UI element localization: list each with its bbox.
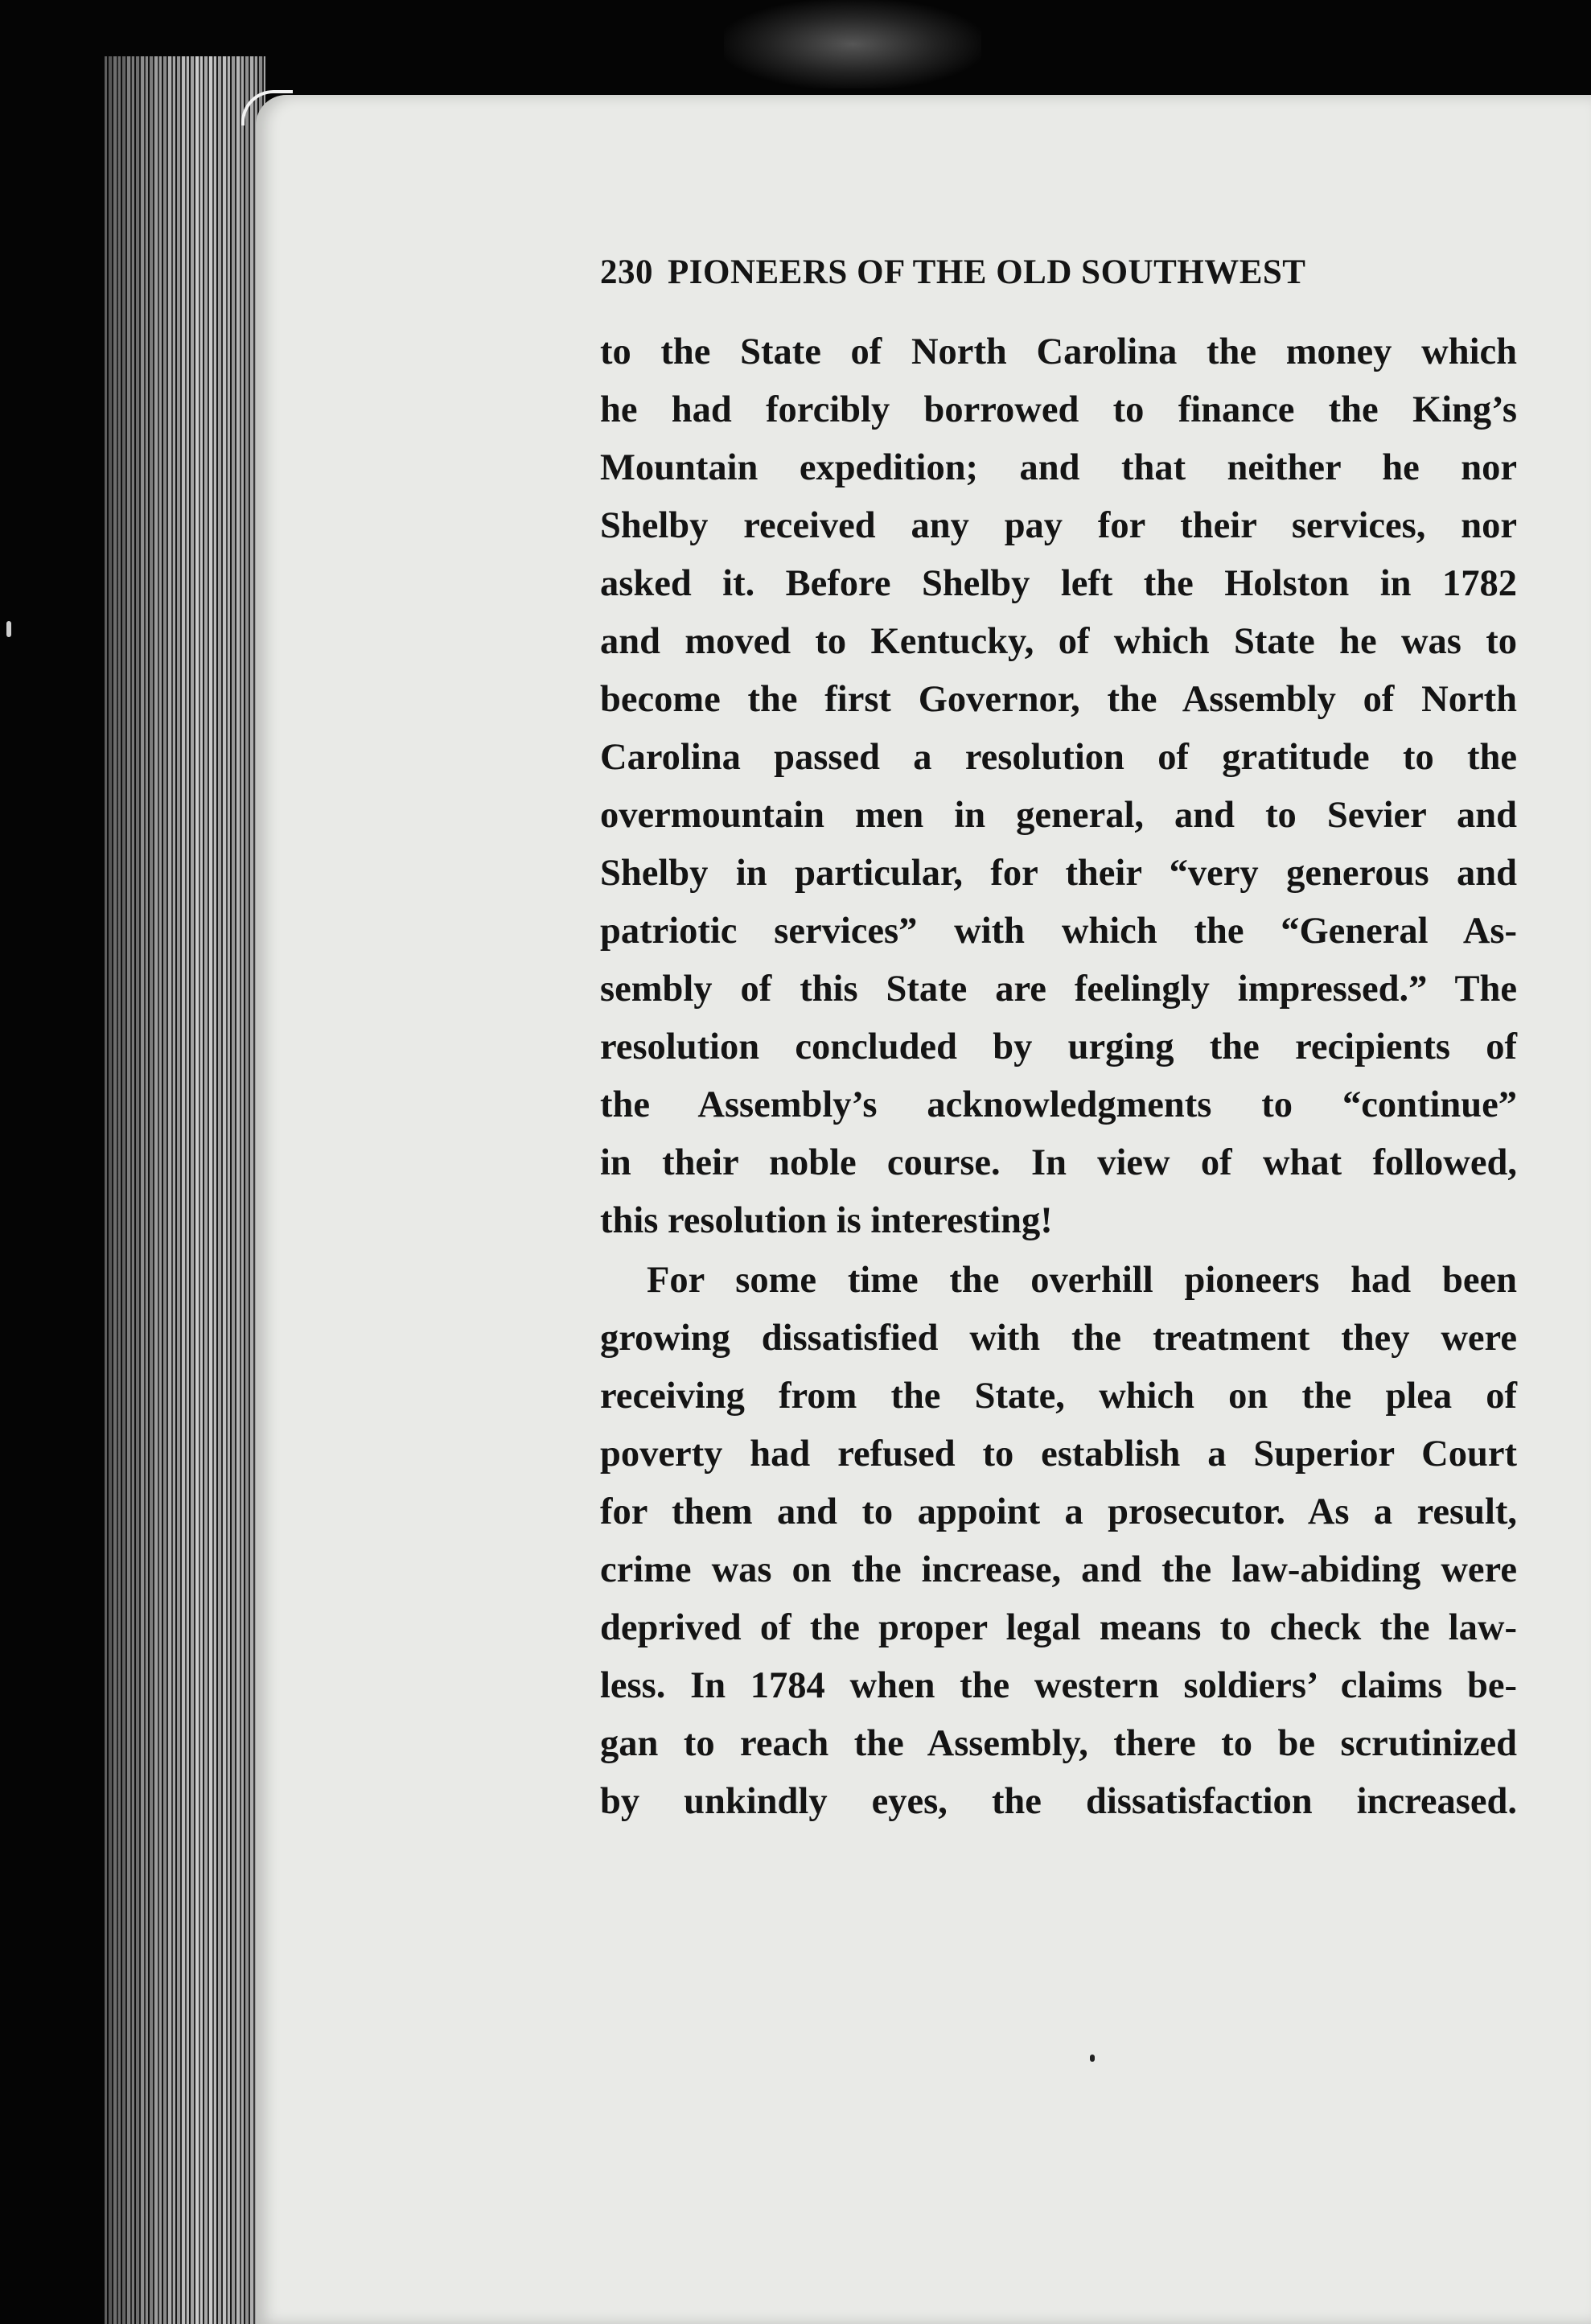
text-line: gan to reach the Assembly, there to be scrutinized (600, 1723, 1517, 1764)
text-line: and moved to Kentucky, of which State he was to (600, 621, 1517, 662)
text-line: resolution concluded by urging the recipients of (600, 1026, 1517, 1067)
ink-speck (1090, 2055, 1095, 2062)
text-line: Mountain expedition; and that neither he nor (600, 447, 1517, 488)
text-line: crime was on the increase, and the law-abiding were (600, 1549, 1517, 1590)
text-line: receiving from the State, which on the plea of (600, 1376, 1517, 1417)
text-line: growing dissatisfied with the treatment they were (600, 1318, 1517, 1359)
scan-smudge (724, 0, 981, 88)
text-line: deprived of the proper legal means to check the law- (600, 1607, 1517, 1648)
text-line: For some time the overhill pioneers had been (647, 1260, 1517, 1301)
text-line: Shelby received any pay for their services, nor (600, 505, 1517, 546)
text-line: for them and to appoint a prosecutor. As a result, (600, 1491, 1517, 1532)
text-line: he had forcibly borrowed to finance the King’s (600, 389, 1517, 430)
text-line: overmountain men in general, and to Sevier and (600, 795, 1517, 836)
text-line: by unkindly eyes, the dissatisfaction increased. (600, 1781, 1517, 1822)
running-header (600, 253, 1517, 301)
text-line: this resolution is interesting! (600, 1200, 1053, 1241)
running-title: PIONEERS OF THE OLD SOUTHWEST (668, 253, 1306, 291)
text-line: patriotic services” with which the “General As- (600, 911, 1517, 952)
text-line: poverty had refused to establish a Superior Court (600, 1433, 1517, 1475)
text-line: sembly of this State are feelingly impressed.” The (600, 969, 1517, 1010)
text-line: in their noble course. In view of what followed, (600, 1142, 1517, 1183)
text-line: Shelby in particular, for their “very generous and (600, 853, 1517, 894)
text-line: Carolina passed a resolution of gratitude to the (600, 737, 1517, 778)
text-line: to the State of North Carolina the money which (600, 331, 1517, 372)
page-number: 230 (600, 253, 653, 291)
text-line: become the first Governor, the Assembly of North (600, 679, 1517, 720)
text-line: asked it. Before Shelby left the Holston in 1782 (600, 563, 1517, 604)
text-line: the Assembly’s acknowledgments to “continue” (600, 1084, 1517, 1125)
book-edge-shadow (105, 56, 265, 2324)
text-line: less. In 1784 when the western soldiers’ claims be- (600, 1665, 1517, 1706)
scan-speck (6, 621, 11, 637)
